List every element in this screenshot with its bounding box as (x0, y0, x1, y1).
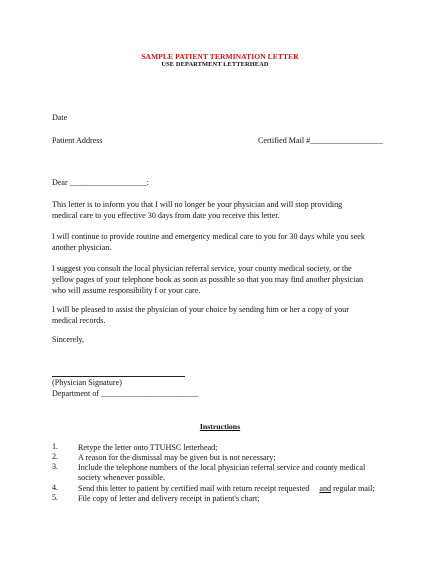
signature-line (52, 376, 185, 377)
instruction-number: 2. (52, 452, 59, 461)
instruction-text: File copy of letter and delivery receipt in patient's chart; (78, 494, 260, 503)
paragraph-1 (52, 199, 392, 221)
patient-address-field: Patient Address (52, 136, 103, 145)
paragraph-line: I suggest you consult the local physician referral service, your county medical society, or the (52, 264, 352, 273)
instruction-text (78, 484, 375, 494)
salutation: Dear ___________________: (52, 178, 149, 187)
letter-title: SAMPLE PATIENT TERMINATION LETTER (141, 52, 299, 61)
paragraph-line: medical records. (52, 316, 106, 325)
instruction-number: 5. (52, 493, 59, 502)
instruction-text-and: and (319, 484, 332, 493)
paragraph-3 (52, 263, 392, 296)
paragraph-line: another physician. (52, 243, 112, 252)
paragraph-line: yellow pages of your telephone book as soon as possible so that you may find another physician (52, 275, 364, 284)
department-field: Department of ________________________ (52, 389, 199, 398)
paragraph-line: I will continue to provide routine and emergency medical care to you for 30 days while you seek (52, 232, 365, 241)
instructions-heading: Instructions (199, 422, 241, 431)
signature-label: (Physician Signature) (52, 378, 122, 387)
paragraph-line: I will be pleased to assist the physician of your choice by sending him or her a copy of your (52, 305, 349, 314)
letterhead-note: USE DEPARTMENT LETTERHEAD (161, 61, 269, 68)
instruction-number: 1. (52, 442, 59, 451)
instruction-text: Include the telephone numbers of the local physician referral service and county medical (78, 463, 366, 472)
instruction-text: Retype the letter onto TTUHSC letterhead; (78, 443, 218, 452)
instruction-text: society whenever possible. (78, 473, 165, 483)
instruction-number: 4. (52, 483, 59, 492)
instruction-number: 3. (52, 462, 59, 471)
paragraph-line: medical care to you effective 30 days from date you receive this letter. (52, 211, 280, 220)
date-field: Date (52, 113, 68, 122)
certified-mail-field: Certified Mail #__________________ (258, 136, 383, 145)
instruction-text-part: regular mail; (331, 484, 375, 493)
paragraph-2 (52, 231, 392, 253)
paragraph-line: who will assume responsibility f or your care. (52, 286, 201, 295)
instruction-text: A reason for the dismissal may be given but is not necessary; (78, 453, 276, 462)
paragraph-4 (52, 304, 392, 326)
instruction-text-part: Send this letter to patient by certified mail with return receipt requested (78, 484, 320, 493)
paragraph-line: This letter is to inform you that I will no longer be your physician and will stop providing (52, 200, 343, 209)
closing-sincerely: Sincerely, (52, 335, 85, 344)
